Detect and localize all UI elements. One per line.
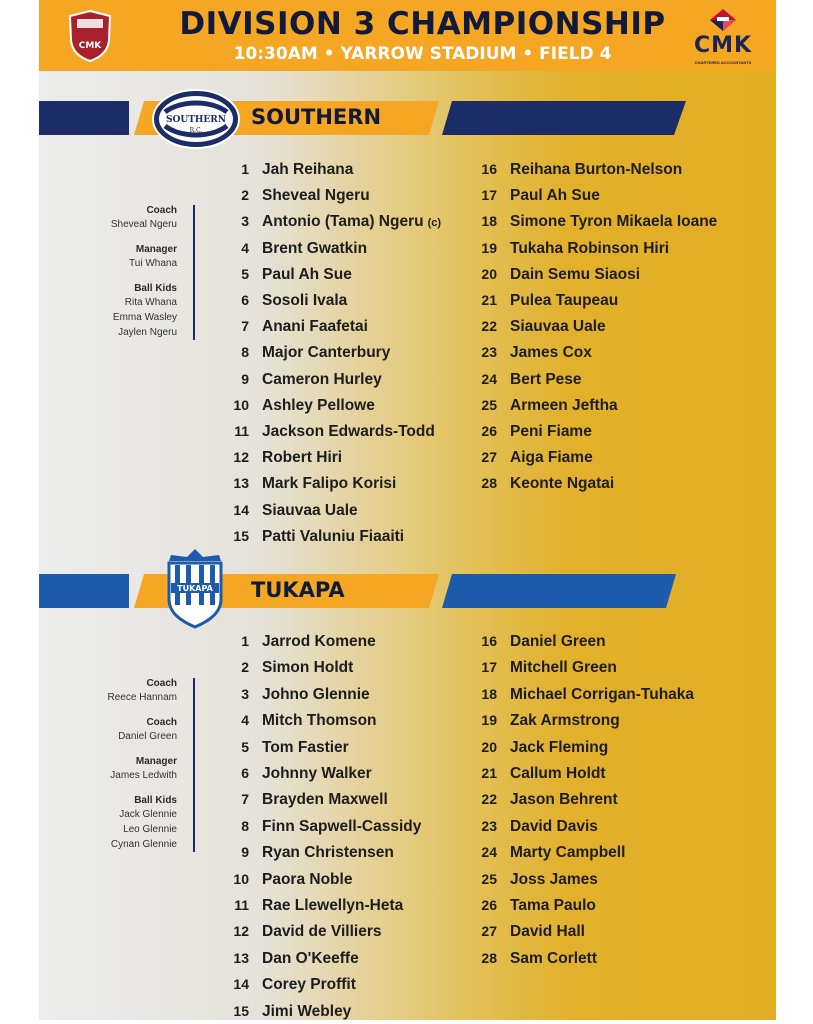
player-name: Joss James [510, 870, 598, 888]
staff-role: Coach [146, 717, 177, 728]
player-row [223, 524, 404, 548]
jersey-number: 14 [233, 976, 249, 993]
jersey-number: 3 [241, 685, 249, 702]
player-name: Paora Noble [262, 870, 353, 888]
jersey-number: 20 [481, 265, 497, 282]
player-name: Paul Ah Sue [262, 265, 352, 283]
player-name: Keonte Ngatai [510, 475, 615, 493]
player-row [223, 840, 394, 864]
jersey-number: 9 [241, 844, 249, 861]
tukapa-staff-list [79, 678, 195, 852]
player-row [223, 314, 368, 338]
player-name: Jason Behrent [510, 791, 618, 809]
jersey-number: 13 [233, 475, 249, 492]
sponsor-logo [684, 6, 762, 66]
player-name: Siauvaa Uale [510, 318, 606, 336]
player-name: Ashley Pellowe [262, 396, 375, 414]
player-name: Tom Fastier [262, 738, 349, 756]
jersey-number: 16 [481, 633, 497, 649]
jersey-number: 1 [241, 161, 249, 177]
southern-team-band [39, 101, 776, 135]
player-name: Tama Paulo [510, 897, 596, 914]
player-name: Mitch Thomson [262, 712, 377, 730]
team-name-southern: SOUTHERN [251, 105, 382, 129]
player-row [223, 288, 347, 312]
player-row [471, 183, 600, 207]
jersey-number: 2 [241, 659, 249, 676]
southern-club-badge [151, 88, 241, 150]
player-name: Ryan Christensen [262, 844, 394, 862]
jersey-number: 12 [233, 923, 249, 940]
jersey-number: 6 [241, 292, 249, 308]
jersey-number: 5 [241, 265, 249, 282]
player-row [223, 393, 375, 417]
jersey-number: 21 [481, 765, 497, 781]
jersey-number: 27 [481, 923, 497, 940]
jersey-number: 1 [241, 633, 249, 649]
player-name: Simone Tyron Mikaela Ioane [510, 213, 718, 231]
player-name: Callum Holdt [510, 765, 606, 782]
jersey-number: 10 [233, 870, 249, 887]
player-name: Aiga Fiame [510, 449, 593, 467]
player-row [223, 761, 372, 785]
tukapa-team-band [39, 574, 776, 608]
player-row [223, 445, 342, 469]
player-row [223, 498, 358, 522]
player-name: Dan O'Keeffe [262, 949, 359, 967]
staff-role: Manager [135, 756, 177, 767]
jersey-number: 26 [481, 423, 497, 439]
player-row [471, 445, 593, 469]
player-name: Jarrod Komene [262, 633, 376, 650]
player-name: Cameron Hurley [262, 370, 382, 388]
player-row [223, 814, 421, 838]
player-row [223, 735, 349, 759]
staff-role: Manager [135, 244, 177, 255]
jersey-number: 22 [481, 318, 497, 335]
league-logo-text: CMK [78, 41, 102, 51]
player-name: Antonio (Tama) Ngeru [262, 213, 424, 231]
player-name: Simon Holdt [262, 659, 354, 677]
jersey-number: 8 [241, 817, 249, 834]
player-name: Robert Hiri [262, 449, 343, 467]
player-name: Sosoli Ivala [262, 292, 348, 309]
player-name: Marty Campbell [510, 844, 626, 862]
staff-name: Rita Whana [124, 297, 177, 308]
jersey-number: 15 [233, 1002, 249, 1019]
jersey-number: 18 [481, 685, 497, 702]
staff-name: Jack Glennie [119, 809, 177, 820]
jersey-number: 27 [481, 449, 497, 466]
player-row [471, 761, 606, 785]
player-row [471, 708, 620, 732]
player-row [471, 471, 614, 495]
player-name: Zak Armstrong [510, 712, 620, 730]
player-row [471, 629, 606, 653]
sponsor-subtext: CHARTERED ACCOUNTANTS [694, 60, 752, 65]
jersey-number: 28 [481, 949, 497, 966]
player-name: Daniel Green [510, 633, 606, 650]
player-name: Jah Reihana [262, 161, 354, 178]
player-row [223, 236, 367, 260]
player-row [223, 972, 356, 996]
header-banner [39, 0, 776, 71]
player-row [223, 262, 352, 286]
jersey-number: 19 [481, 239, 497, 256]
staff-name: Emma Wasley [112, 312, 177, 323]
player-row [471, 419, 592, 443]
player-row [223, 919, 381, 943]
jersey-number: 24 [481, 370, 497, 387]
jersey-number: 25 [481, 396, 497, 413]
jersey-number: 3 [241, 213, 249, 230]
staff-name: Cynan Glennie [110, 839, 177, 850]
jersey-number: 11 [234, 897, 249, 913]
tukapa-club-badge [159, 547, 231, 631]
jersey-number: 25 [481, 870, 497, 887]
sponsor-name: CMK [693, 33, 753, 58]
player-row [471, 314, 606, 338]
player-name: Jimi Webley [262, 1002, 352, 1020]
player-row [223, 655, 353, 679]
player-name: Patti Valuniu Fiaaiti [262, 527, 405, 545]
player-name: David de Villiers [262, 923, 382, 941]
staff-name: Leo Glennie [123, 824, 177, 835]
southern-staff-list [79, 205, 195, 340]
staff-name: Jaylen Ngeru [118, 327, 177, 338]
jersey-number: 17 [481, 659, 497, 676]
player-row [471, 393, 618, 417]
jersey-number: 22 [481, 791, 497, 808]
player-name: Brent Gwatkin [262, 239, 368, 257]
staff-name: Daniel Green [118, 731, 177, 742]
staff-role: Ball Kids [134, 795, 177, 806]
player-name: David Davis [510, 817, 598, 835]
player-row [223, 629, 376, 653]
player-name: David Hall [510, 923, 585, 941]
player-row [471, 236, 669, 260]
player-name: Sheveal Ngeru [262, 187, 370, 205]
player-row [471, 655, 617, 679]
player-row [471, 340, 592, 364]
jersey-number: 12 [233, 449, 249, 466]
jersey-number: 21 [481, 292, 497, 308]
jersey-number: 10 [233, 396, 249, 413]
player-name: Paul Ah Sue [510, 187, 600, 205]
player-name: Brayden Maxwell [262, 791, 388, 809]
player-row [223, 340, 390, 364]
player-name: Mark Falipo Korisi [262, 475, 397, 493]
player-row [223, 893, 403, 917]
player-row [223, 157, 353, 181]
jersey-number: 4 [241, 712, 249, 729]
player-name: Michael Corrigan-Tuhaka [510, 685, 695, 703]
jersey-number: 28 [481, 475, 497, 492]
staff-name: Sheveal Ngeru [110, 219, 177, 230]
team-sheet-poster [39, 0, 776, 1020]
page-title: DIVISION 3 CHAMPIONSHIP [179, 6, 666, 42]
jersey-number: 18 [481, 213, 497, 230]
player-name: Jackson Edwards-Todd [262, 423, 435, 440]
captain-marker: (c) [427, 217, 442, 230]
player-name: Peni Fiame [510, 423, 592, 440]
jersey-number: 11 [234, 423, 249, 439]
player-row [471, 867, 598, 891]
staff-role: Coach [146, 678, 177, 689]
staff-role: Ball Kids [134, 283, 177, 294]
player-row [223, 419, 435, 443]
player-row [471, 157, 682, 181]
player-row [223, 999, 351, 1020]
player-row [223, 367, 382, 391]
player-row [223, 946, 359, 970]
jersey-number: 6 [241, 765, 249, 781]
staff-name: Tui Whana [129, 258, 177, 269]
player-name: Pulea Taupeau [510, 292, 619, 309]
player-name: Corey Proffit [262, 976, 356, 994]
jersey-number: 7 [241, 791, 249, 808]
player-row [223, 708, 377, 732]
player-row [471, 893, 596, 917]
jersey-number: 23 [481, 817, 497, 834]
player-row [223, 209, 441, 233]
player-name: Johnny Walker [262, 765, 372, 782]
staff-name: Reece Hannam [107, 692, 177, 703]
match-details: 10:30AM • YARROW STADIUM • FIELD 4 [233, 44, 612, 64]
player-name: Anani Faafetai [262, 318, 368, 336]
tukapa-badge-text: TUKAPA [177, 584, 213, 593]
player-name: James Cox [510, 344, 592, 362]
player-row [223, 471, 396, 495]
jersey-number: 13 [233, 949, 249, 966]
player-row [471, 262, 640, 286]
jersey-number: 19 [481, 712, 497, 729]
player-row [471, 814, 598, 838]
jersey-number: 5 [241, 738, 249, 755]
player-name: Dain Semu Siaosi [510, 265, 641, 283]
player-name: Sam Corlett [510, 949, 597, 967]
player-row [223, 183, 370, 207]
player-name: Reihana Burton-Nelson [510, 161, 683, 178]
jersey-number: 26 [481, 897, 497, 913]
sponsor-emblem-icon [684, 6, 762, 36]
player-name: Bert Pese [510, 370, 582, 388]
player-name: Siauvaa Uale [262, 501, 358, 519]
jersey-number: 8 [241, 344, 249, 361]
player-row [471, 840, 625, 864]
player-row [471, 919, 585, 943]
player-row [471, 735, 608, 759]
player-name: Armeen Jeftha [510, 396, 618, 414]
jersey-number: 7 [241, 318, 249, 335]
player-name: Mitchell Green [510, 659, 617, 677]
player-row [223, 867, 352, 891]
player-name: Johno Glennie [262, 685, 370, 703]
staff-name: James Ledwith [110, 770, 177, 781]
player-row [471, 367, 582, 391]
player-name: Rae Llewellyn-Heta [262, 897, 404, 914]
jersey-number: 4 [241, 239, 249, 256]
player-row [471, 946, 597, 970]
jersey-number: 23 [481, 344, 497, 361]
player-row [223, 787, 388, 811]
jersey-number: 17 [481, 187, 497, 204]
jersey-number: 2 [241, 187, 249, 204]
player-row [471, 209, 717, 233]
player-name: Finn Sapwell-Cassidy [262, 817, 422, 835]
team-name-tukapa: TUKAPA [251, 578, 345, 602]
player-row [223, 682, 370, 706]
jersey-number: 9 [241, 370, 249, 387]
jersey-number: 16 [481, 161, 497, 177]
staff-role: Coach [146, 205, 177, 216]
player-name: Major Canterbury [262, 344, 391, 362]
jersey-number: 15 [233, 527, 249, 544]
southern-badge-text: SOUTHERN [166, 115, 226, 125]
southern-badge-subtext: R.C. [189, 127, 203, 134]
player-row [471, 288, 618, 312]
jersey-number: 14 [233, 501, 249, 518]
player-row [471, 682, 694, 706]
jersey-number: 20 [481, 738, 497, 755]
player-name: Tukaha Robinson Hiri [510, 239, 670, 257]
player-row [471, 787, 618, 811]
jersey-number: 24 [481, 844, 497, 861]
player-name: Jack Fleming [510, 738, 609, 756]
